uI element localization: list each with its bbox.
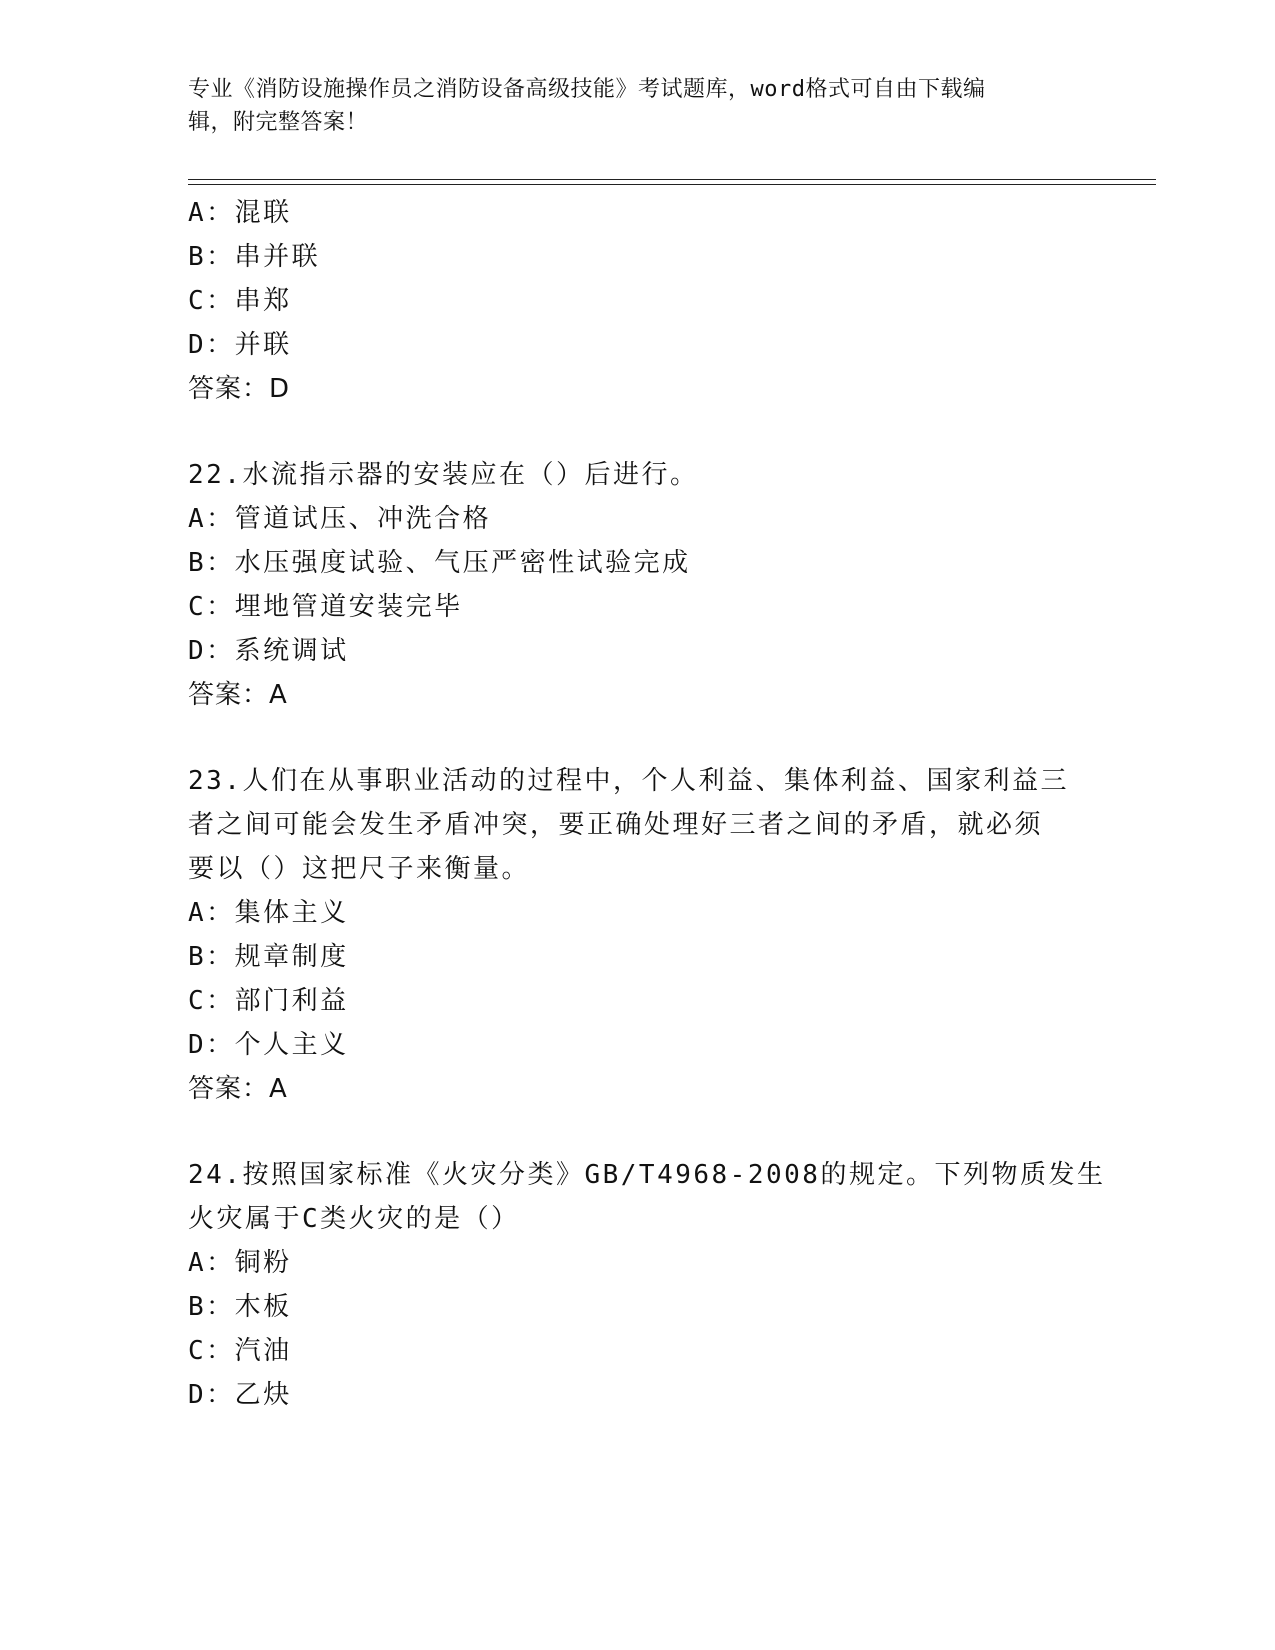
option-d: D：并联 bbox=[188, 330, 292, 360]
option-d: D：乙炔 bbox=[188, 1380, 292, 1410]
option-c: C：部门利益 bbox=[188, 986, 349, 1016]
option-c: C：埋地管道安装完毕 bbox=[188, 592, 463, 622]
document-header bbox=[188, 73, 1068, 139]
option-d: D：系统调试 bbox=[188, 636, 349, 666]
option-a: A：铜粉 bbox=[188, 1248, 292, 1278]
option-b: B：木板 bbox=[188, 1292, 292, 1322]
question-stem-line-1: 24.按照国家标准《火灾分类》GB/T4968-2008的规定。下列物质发生 bbox=[188, 1160, 1106, 1190]
option-a: A：集体主义 bbox=[188, 898, 349, 928]
question-stem-line-3: 要以（）这把尺子来衡量。 bbox=[188, 854, 531, 884]
question-stem-line-2: 火灾属于C类火灾的是（） bbox=[188, 1204, 520, 1234]
option-a: A：混联 bbox=[188, 198, 292, 228]
option-a: A：管道试压、冲洗合格 bbox=[188, 504, 492, 534]
answer-label: 答案：A bbox=[188, 680, 288, 710]
header-line-1: 专业《消防设施操作员之消防设备高级技能》考试题库，word格式可自由下载编 bbox=[188, 77, 986, 102]
option-b: B：串并联 bbox=[188, 242, 321, 272]
option-b: B：水压强度试验、气压严密性试验完成 bbox=[188, 548, 691, 578]
option-b: B：规章制度 bbox=[188, 942, 349, 972]
header-divider-top bbox=[188, 179, 1156, 180]
option-d: D：个人主义 bbox=[188, 1030, 349, 1060]
question-stem: 22.水流指示器的安装应在（）后进行。 bbox=[188, 460, 699, 490]
option-c: C：串郑 bbox=[188, 286, 292, 316]
question-stem-line-2: 者之间可能会发生矛盾冲突，要正确处理好三者之间的矛盾，就必须 bbox=[188, 810, 1044, 840]
option-c: C：汽油 bbox=[188, 1336, 292, 1366]
question-stem-line-1: 23.人们在从事职业活动的过程中，个人利益、集体利益、国家利益三 bbox=[188, 766, 1069, 796]
header-line-2: 辑，附完整答案！ bbox=[188, 110, 369, 135]
header-divider-bottom bbox=[188, 184, 1156, 185]
answer-label: 答案：A bbox=[188, 1074, 288, 1104]
answer-label: 答案：D bbox=[188, 374, 291, 404]
